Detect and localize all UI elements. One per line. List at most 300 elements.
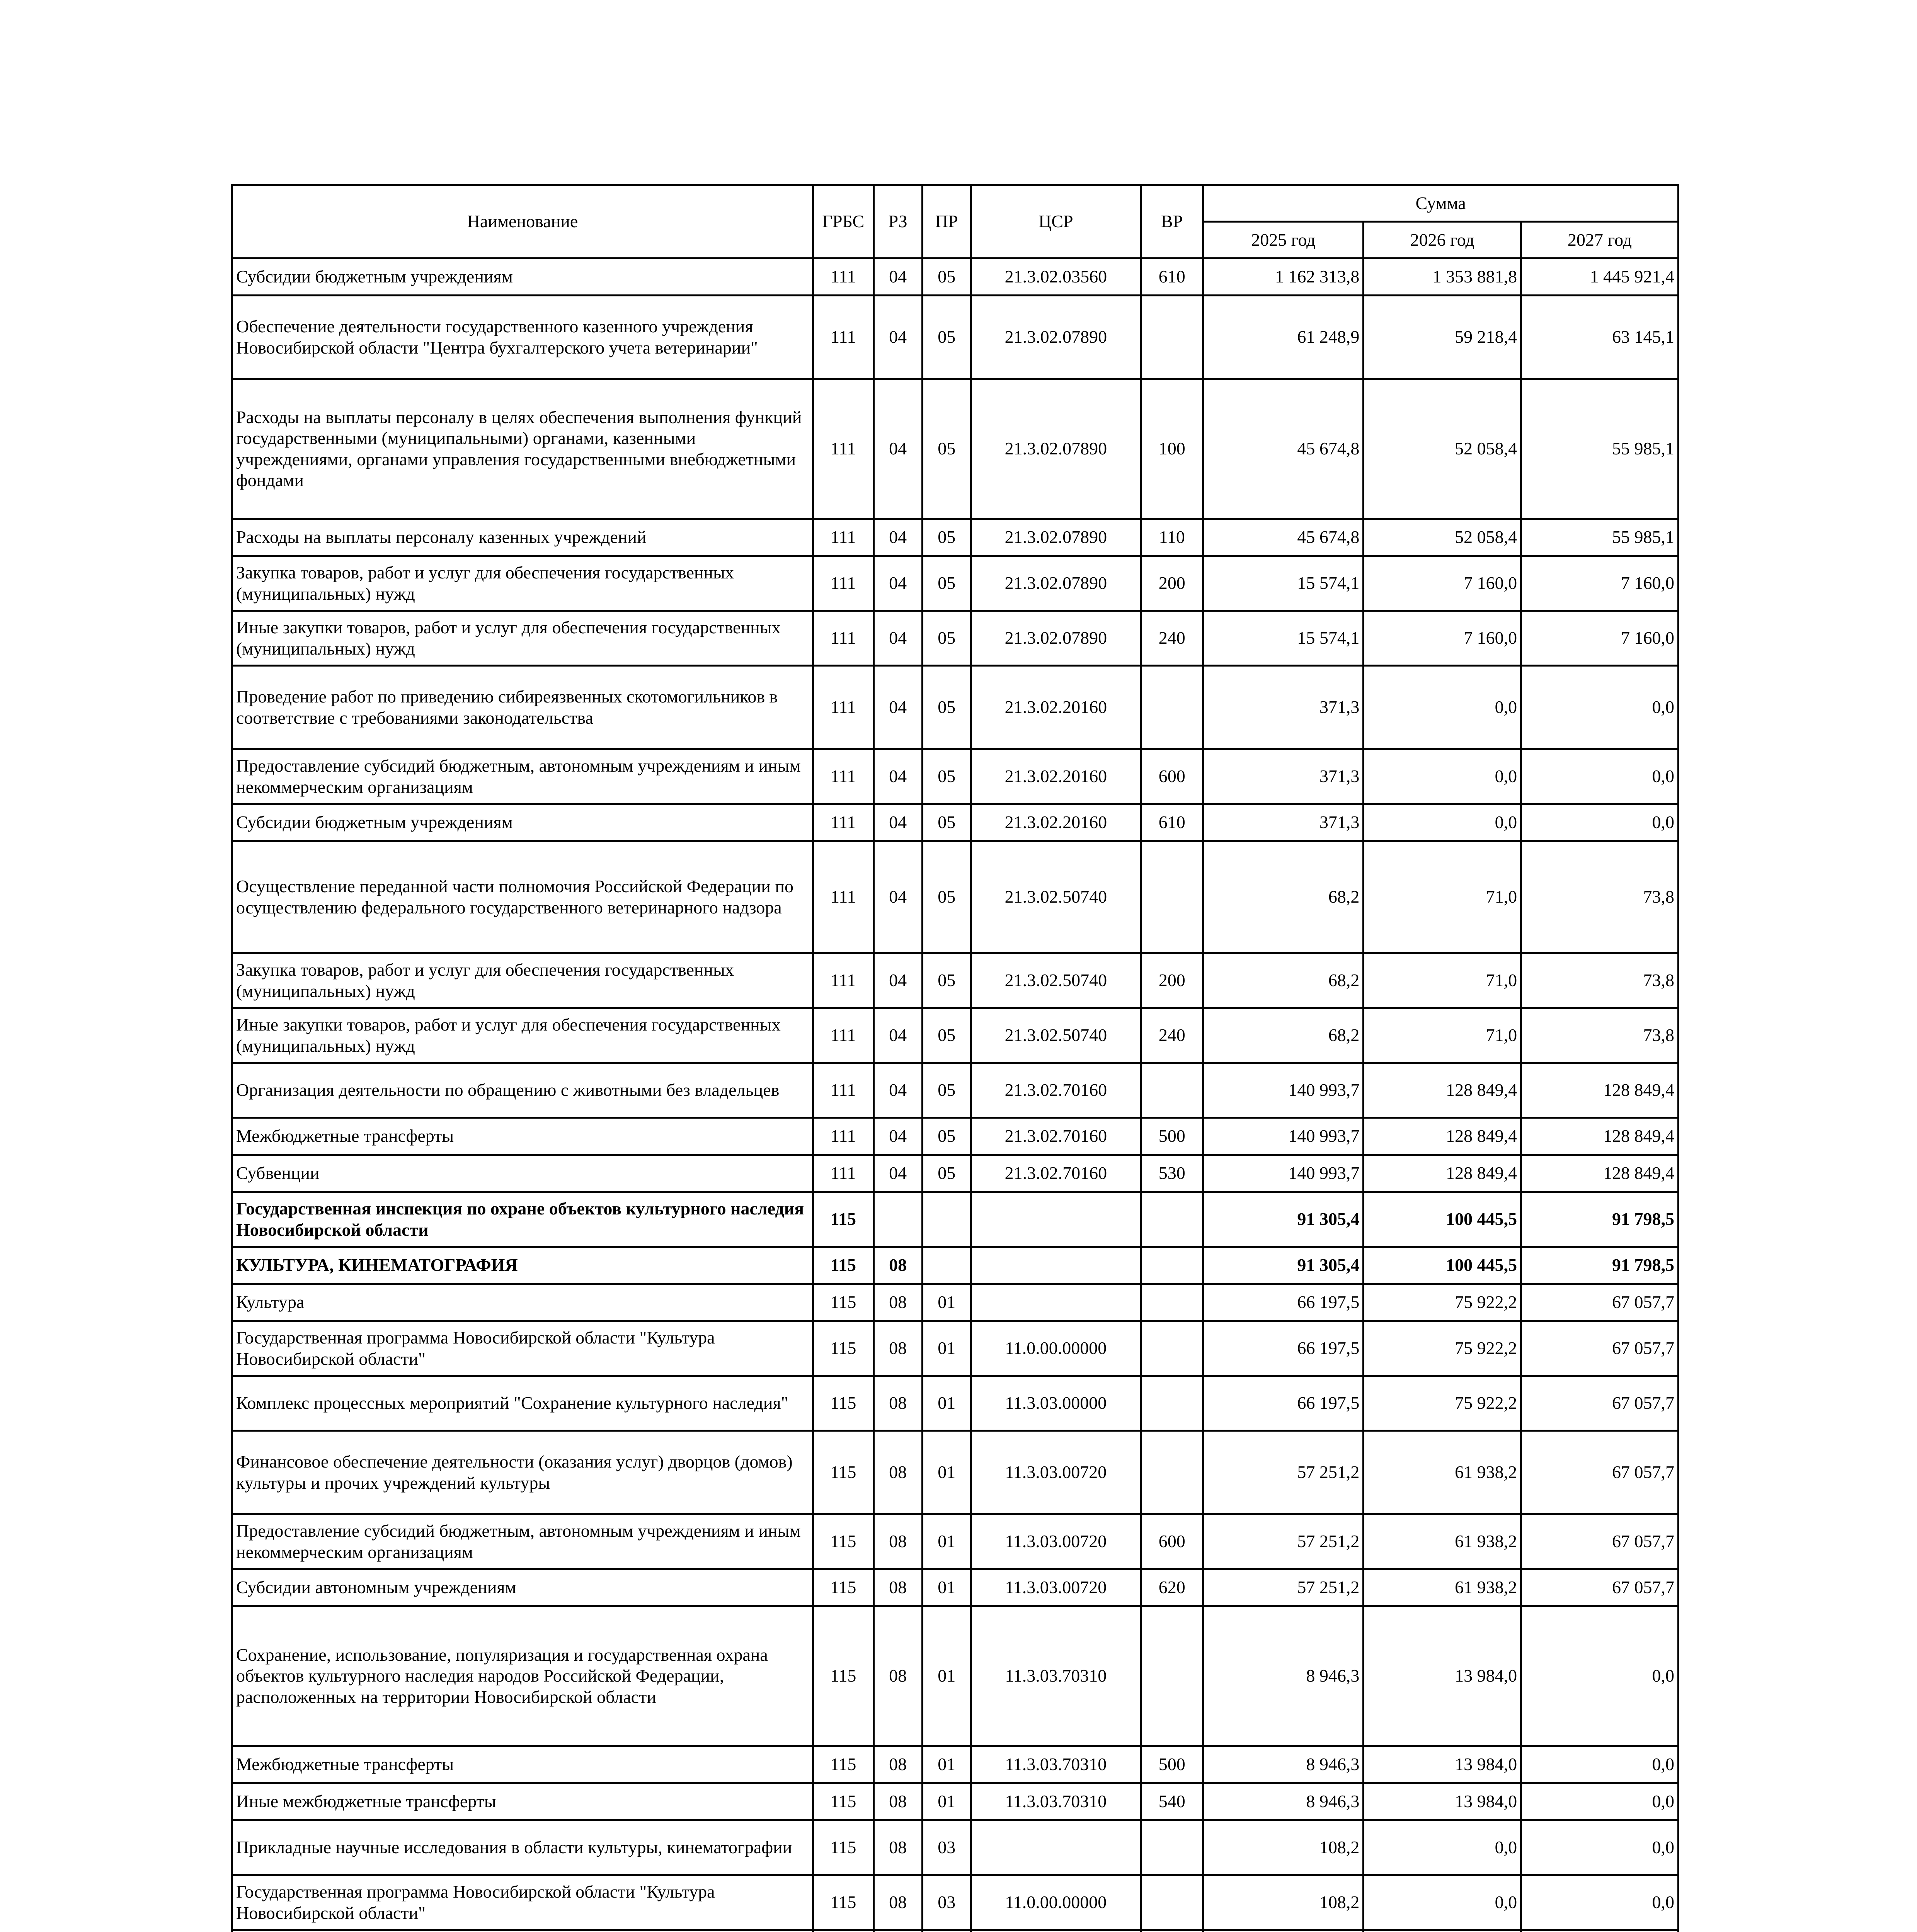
cell-name: Организация деятельности по обращению с животными без владельцев: [232, 1063, 813, 1118]
cell-grbs: 111: [813, 611, 873, 666]
cell-name: Закупка товаров, работ и услуг для обеспечения государственных (муниципальных) нужд: [232, 556, 813, 611]
header-name: Наименование: [232, 185, 813, 259]
cell-grbs: 115: [813, 1783, 873, 1820]
cell-sum-2027: 1 445 921,4: [1521, 259, 1679, 296]
cell-rz: 04: [873, 556, 922, 611]
table-row: [232, 1746, 1679, 1783]
cell-pr: 05: [922, 519, 971, 556]
cell-rz: 04: [873, 1118, 922, 1155]
cell-sum-2026: 128 849,4: [1364, 1155, 1521, 1192]
cell-grbs: 115: [813, 1321, 873, 1376]
cell-csr: 21.3.02.07890: [971, 611, 1141, 666]
cell-pr: 05: [922, 296, 971, 379]
cell-csr: 21.3.02.70160: [971, 1063, 1141, 1118]
header-sum: Сумма: [1203, 185, 1679, 222]
cell-pr: 03: [922, 1820, 971, 1875]
cell-vr: [1141, 1431, 1203, 1514]
cell-name: КУЛЬТУРА, КИНЕМАТОГРАФИЯ: [232, 1247, 813, 1284]
cell-pr: 01: [922, 1514, 971, 1569]
cell-rz: 08: [873, 1606, 922, 1746]
cell-vr: 110: [1141, 519, 1203, 556]
cell-name: Межбюджетные трансферты: [232, 1118, 813, 1155]
cell-vr: [1141, 1192, 1203, 1247]
cell-pr: 01: [922, 1606, 971, 1746]
cell-name: Межбюджетные трансферты: [232, 1746, 813, 1783]
header-year-2026: 2026 год: [1364, 222, 1521, 259]
cell-sum-2025: 371,3: [1203, 666, 1364, 749]
cell-rz: 08: [873, 1376, 922, 1431]
cell-sum-2025: 66 197,5: [1203, 1376, 1364, 1431]
cell-vr: [1141, 1063, 1203, 1118]
cell-pr: 05: [922, 259, 971, 296]
cell-rz: 04: [873, 259, 922, 296]
cell-name: Субсидии бюджетным учреждениям: [232, 259, 813, 296]
cell-csr: [971, 1820, 1141, 1875]
cell-rz: [873, 1930, 922, 1932]
cell-sum-2027: 67 057,7: [1521, 1284, 1679, 1321]
cell-pr: 01: [922, 1746, 971, 1783]
cell-vr: [1141, 1930, 1203, 1932]
cell-rz: 08: [873, 1875, 922, 1930]
cell-name: Комплекс процессных мероприятий "Сохранение культурного наследия": [232, 1376, 813, 1431]
cell-rz: 04: [873, 1155, 922, 1192]
cell-sum-2027: 55 985,1: [1521, 519, 1679, 556]
header-rz: РЗ: [873, 185, 922, 259]
cell-sum-2027: 0,0: [1521, 1820, 1679, 1875]
cell-name: Иные закупки товаров, работ и услуг для обеспечения государственных (муниципальных) нужд: [232, 611, 813, 666]
cell-sum-2026: 75 922,2: [1364, 1321, 1521, 1376]
cell-pr: 01: [922, 1376, 971, 1431]
cell-sum-2027: 91 798,5: [1521, 1192, 1679, 1247]
cell-csr: 21.3.02.70160: [971, 1155, 1141, 1192]
cell-name: Прикладные научные исследования в области культуры, кинематографии: [232, 1820, 813, 1875]
cell-name: Проведение работ по приведению сибиреязвенных скотомогильников в соответствие с требованиями законодательства: [232, 666, 813, 749]
cell-sum-2025: 61 248,9: [1203, 296, 1364, 379]
cell-sum-2027: 67 057,7: [1521, 1321, 1679, 1376]
cell-sum-2025: 68,2: [1203, 1008, 1364, 1063]
cell-sum-2027: 0,0: [1521, 1875, 1679, 1930]
cell-sum-2025: 371,3: [1203, 804, 1364, 841]
cell-vr: 240: [1141, 611, 1203, 666]
cell-csr: 21.3.02.20160: [971, 804, 1141, 841]
cell-csr: [971, 1284, 1141, 1321]
cell-sum-2026: 128 849,4: [1364, 1063, 1521, 1118]
cell-rz: 08: [873, 1284, 922, 1321]
cell-csr: 11.3.03.00720: [971, 1569, 1141, 1606]
cell-name: Государственная программа Новосибирской области "Культура Новосибирской области": [232, 1875, 813, 1930]
cell-grbs: 111: [813, 519, 873, 556]
cell-sum-2026: 0,0: [1364, 1820, 1521, 1875]
table-row: [232, 556, 1679, 611]
table-row: [232, 1514, 1679, 1569]
cell-grbs: 115: [813, 1431, 873, 1514]
cell-sum-2025: 108,2: [1203, 1820, 1364, 1875]
header-grbs: ГРБС: [813, 185, 873, 259]
cell-rz: [873, 1192, 922, 1247]
cell-sum-2027: 73,8: [1521, 1008, 1679, 1063]
table-row: [232, 1118, 1679, 1155]
cell-sum-2027: 128 849,4: [1521, 1155, 1679, 1192]
table-row: [232, 1606, 1679, 1746]
cell-sum-2026: 52 058,4: [1364, 519, 1521, 556]
cell-pr: 05: [922, 841, 971, 953]
cell-sum-2026: 0,0: [1364, 1875, 1521, 1930]
cell-grbs: 115: [813, 1820, 873, 1875]
cell-vr: [1141, 1321, 1203, 1376]
cell-sum-2026: 128 849,4: [1364, 1118, 1521, 1155]
cell-grbs: 115: [813, 1875, 873, 1930]
header-csr: ЦСР: [971, 185, 1141, 259]
cell-sum-2027: [1521, 1930, 1679, 1932]
table-row: [232, 1284, 1679, 1321]
cell-vr: 540: [1141, 1783, 1203, 1820]
cell-grbs: 111: [813, 1155, 873, 1192]
cell-rz: 08: [873, 1820, 922, 1875]
cell-rz: 04: [873, 1063, 922, 1118]
table-row: [232, 1376, 1679, 1431]
cell-sum-2026: 7 160,0: [1364, 556, 1521, 611]
cell-name: Осуществление переданной части полномочия Российской Федерации по осуществлению федерального государственного ветеринарного надзора: [232, 841, 813, 953]
cell-pr: 05: [922, 1008, 971, 1063]
cell-vr: 240: [1141, 1008, 1203, 1063]
cell-sum-2026: 71,0: [1364, 841, 1521, 953]
cell-name: Предоставление субсидий бюджетным, автономным учреждениям и иным некоммерческим организациям: [232, 1514, 813, 1569]
cell-pr: 01: [922, 1569, 971, 1606]
cell-sum-2025: 1 162 313,8: [1203, 259, 1364, 296]
cell-pr: 05: [922, 1118, 971, 1155]
cell-sum-2026: 7 160,0: [1364, 611, 1521, 666]
cell-csr: 21.3.02.07890: [971, 379, 1141, 519]
cell-sum-2025: 45 674,8: [1203, 519, 1364, 556]
cell-csr: 21.3.02.07890: [971, 519, 1141, 556]
cell-csr: 11.0.00.00000: [971, 1321, 1141, 1376]
cell-name: Государственная программа Новосибирской области "Культура Новосибирской области": [232, 1321, 813, 1376]
cell-pr: 05: [922, 749, 971, 804]
cell-sum-2027: 55 985,1: [1521, 379, 1679, 519]
cell-vr: 620: [1141, 1569, 1203, 1606]
header-year-2027: 2027 год: [1521, 222, 1679, 259]
cell-sum-2027: 67 057,7: [1521, 1569, 1679, 1606]
cell-pr: 01: [922, 1431, 971, 1514]
cell-name: Обеспечение деятельности государственного казенного учреждения Новосибирской области "Центра бухгалтерского учета ветеринарии": [232, 296, 813, 379]
cell-sum-2025: 140 993,7: [1203, 1118, 1364, 1155]
cell-rz: 04: [873, 296, 922, 379]
table-row: [232, 1155, 1679, 1192]
table-row: [232, 666, 1679, 749]
cell-name: Иные межбюджетные трансферты: [232, 1783, 813, 1820]
cell-pr: 05: [922, 556, 971, 611]
cell-sum-2025: 108,2: [1203, 1875, 1364, 1930]
header-year-2025: 2025 год: [1203, 222, 1364, 259]
cell-vr: 600: [1141, 749, 1203, 804]
cell-grbs: 115: [813, 1606, 873, 1746]
cell-grbs: 111: [813, 1008, 873, 1063]
table-body: [232, 259, 1679, 1932]
cell-sum-2025: 57 251,2: [1203, 1569, 1364, 1606]
table-row: [232, 1875, 1679, 1930]
cell-sum-2025: 66 197,5: [1203, 1321, 1364, 1376]
cell-grbs: 115: [813, 1569, 873, 1606]
cell-rz: 04: [873, 841, 922, 953]
cell-grbs: 115: [813, 1514, 873, 1569]
cell-grbs: [813, 1930, 873, 1932]
cell-sum-2027: 67 057,7: [1521, 1431, 1679, 1514]
cell-rz: 08: [873, 1569, 922, 1606]
cell-rz: 08: [873, 1431, 922, 1514]
cell-sum-2026: 0,0: [1364, 804, 1521, 841]
cell-sum-2027: 0,0: [1521, 804, 1679, 841]
cell-grbs: 115: [813, 1376, 873, 1431]
table-row: [232, 1247, 1679, 1284]
cell-sum-2026: 61 938,2: [1364, 1514, 1521, 1569]
cell-sum-2026: 59 218,4: [1364, 296, 1521, 379]
cell-vr: [1141, 1875, 1203, 1930]
table-row: [232, 1569, 1679, 1606]
cell-vr: 500: [1141, 1118, 1203, 1155]
table-row: [232, 296, 1679, 379]
cell-vr: 200: [1141, 556, 1203, 611]
cell-csr: [971, 1247, 1141, 1284]
cell-vr: [1141, 1376, 1203, 1431]
cell-rz: 04: [873, 953, 922, 1008]
cell-rz: 04: [873, 379, 922, 519]
cell-sum-2026: 75 922,2: [1364, 1284, 1521, 1321]
cell-rz: 08: [873, 1783, 922, 1820]
cell-grbs: 111: [813, 666, 873, 749]
table-row: [232, 1820, 1679, 1875]
cell-vr: 610: [1141, 259, 1203, 296]
cell-grbs: 115: [813, 1746, 873, 1783]
cell-pr: 05: [922, 666, 971, 749]
cell-pr: 01: [922, 1783, 971, 1820]
table-row: [232, 259, 1679, 296]
cell-rz: 04: [873, 666, 922, 749]
cell-name: Субвенции: [232, 1155, 813, 1192]
cell-name: Расходы на выплаты персоналу казенных учреждений: [232, 519, 813, 556]
cell-csr: 11.3.03.00720: [971, 1514, 1141, 1569]
cell-vr: 100: [1141, 379, 1203, 519]
cell-sum-2027: 0,0: [1521, 1783, 1679, 1820]
cell-csr: 11.3.03.70310: [971, 1746, 1141, 1783]
cell-pr: 05: [922, 611, 971, 666]
cell-csr: 11.3.03.70310: [971, 1783, 1141, 1820]
cell-pr: 05: [922, 953, 971, 1008]
table-row: [232, 1321, 1679, 1376]
cell-rz: 08: [873, 1514, 922, 1569]
cell-pr: [922, 1192, 971, 1247]
cell-name: Закупка товаров, работ и услуг для обеспечения государственных (муниципальных) нужд: [232, 953, 813, 1008]
cell-grbs: 111: [813, 749, 873, 804]
table-row: [232, 749, 1679, 804]
cell-sum-2025: 140 993,7: [1203, 1155, 1364, 1192]
cell-csr: 11.3.03.70310: [971, 1606, 1141, 1746]
cell-rz: 04: [873, 1008, 922, 1063]
cell-sum-2025: 66 197,5: [1203, 1284, 1364, 1321]
table-row: [232, 611, 1679, 666]
cell-grbs: 115: [813, 1247, 873, 1284]
cell-pr: [922, 1247, 971, 1284]
cell-vr: 500: [1141, 1746, 1203, 1783]
cell-csr: 11.0.00.00000: [971, 1875, 1141, 1930]
cell-sum-2027: 7 160,0: [1521, 611, 1679, 666]
cell-sum-2026: 71,0: [1364, 1008, 1521, 1063]
cell-csr: 21.3.02.07890: [971, 296, 1141, 379]
cell-rz: 04: [873, 611, 922, 666]
cell-name: Финансовое обеспечение деятельности (оказания услуг) дворцов (домов) культуры и прочих учреждений культуры: [232, 1431, 813, 1514]
cell-sum-2026: 100 445,5: [1364, 1192, 1521, 1247]
cell-sum-2027: 67 057,7: [1521, 1514, 1679, 1569]
cell-vr: 610: [1141, 804, 1203, 841]
cell-sum-2026: [1364, 1930, 1521, 1932]
cell-grbs: 111: [813, 1118, 873, 1155]
cell-csr: 21.3.02.03560: [971, 259, 1141, 296]
cell-sum-2025: 57 251,2: [1203, 1514, 1364, 1569]
cell-csr: 11.3.03.00000: [971, 1376, 1141, 1431]
table-row: [232, 379, 1679, 519]
cell-pr: 05: [922, 804, 971, 841]
cell-sum-2025: [1203, 1930, 1364, 1932]
cell-rz: 04: [873, 519, 922, 556]
cell-rz: 08: [873, 1321, 922, 1376]
table-row: [232, 1192, 1679, 1247]
cell-sum-2025: 140 993,7: [1203, 1063, 1364, 1118]
cell-csr: 21.3.02.50740: [971, 841, 1141, 953]
cell-name: Субсидии автономным учреждениям: [232, 1569, 813, 1606]
cell-pr: 05: [922, 379, 971, 519]
cell-csr: 21.3.02.70160: [971, 1118, 1141, 1155]
cell-vr: [1141, 1606, 1203, 1746]
cell-sum-2027: 91 798,5: [1521, 1247, 1679, 1284]
cell-pr: 01: [922, 1321, 971, 1376]
cell-sum-2026: 100 445,5: [1364, 1247, 1521, 1284]
cell-rz: 08: [873, 1746, 922, 1783]
cell-sum-2027: 73,8: [1521, 953, 1679, 1008]
table-row: [232, 1063, 1679, 1118]
cell-sum-2027: 0,0: [1521, 749, 1679, 804]
cell-pr: 05: [922, 1063, 971, 1118]
cell-sum-2026: 13 984,0: [1364, 1783, 1521, 1820]
cell-sum-2026: 13 984,0: [1364, 1606, 1521, 1746]
cell-sum-2025: 91 305,4: [1203, 1247, 1364, 1284]
cell-csr: 21.3.02.07890: [971, 556, 1141, 611]
table-row: [232, 804, 1679, 841]
cell-csr: 21.3.02.20160: [971, 666, 1141, 749]
cell-sum-2026: 71,0: [1364, 953, 1521, 1008]
cell-sum-2027: 0,0: [1521, 1746, 1679, 1783]
cell-sum-2025: 45 674,8: [1203, 379, 1364, 519]
cell-vr: [1141, 1284, 1203, 1321]
cell-pr: 01: [922, 1284, 971, 1321]
cell-name: Государственная инспекция по охране объектов культурного наследия Новосибирской области: [232, 1192, 813, 1247]
cell-grbs: 111: [813, 296, 873, 379]
budget-table: [231, 184, 1679, 1932]
cell-grbs: 115: [813, 1284, 873, 1321]
cell-grbs: 111: [813, 841, 873, 953]
cell-csr: 21.3.02.50740: [971, 953, 1141, 1008]
cell-sum-2027: 0,0: [1521, 1606, 1679, 1746]
cell-sum-2025: 15 574,1: [1203, 611, 1364, 666]
cell-sum-2026: 61 938,2: [1364, 1569, 1521, 1606]
cell-vr: 200: [1141, 953, 1203, 1008]
header-pr: ПР: [922, 185, 971, 259]
cell-sum-2026: 0,0: [1364, 749, 1521, 804]
cell-csr: [971, 1192, 1141, 1247]
cell-pr: 03: [922, 1875, 971, 1930]
cell-name: Сохранение, использование, популяризация и государственная охрана объектов культурного наследия народов Российской Федерации, расположенных на территории Новосибирской области: [232, 1606, 813, 1746]
cell-sum-2026: 0,0: [1364, 666, 1521, 749]
cell-csr: [971, 1930, 1141, 1932]
table-row: [232, 519, 1679, 556]
cell-grbs: 111: [813, 259, 873, 296]
cell-pr: [922, 1930, 971, 1932]
cell-vr: 600: [1141, 1514, 1203, 1569]
cell-rz: 04: [873, 804, 922, 841]
cell-csr: 21.3.02.20160: [971, 749, 1141, 804]
cell-name: Предоставление субсидий бюджетным, автономным учреждениям и иным некоммерческим организациям: [232, 749, 813, 804]
cell-grbs: 111: [813, 804, 873, 841]
cell-sum-2026: 52 058,4: [1364, 379, 1521, 519]
table-row: [232, 1930, 1679, 1932]
cell-vr: [1141, 1820, 1203, 1875]
cell-sum-2025: 8 946,3: [1203, 1783, 1364, 1820]
cell-sum-2025: 68,2: [1203, 953, 1364, 1008]
cell-sum-2026: 61 938,2: [1364, 1431, 1521, 1514]
cell-sum-2027: 0,0: [1521, 666, 1679, 749]
cell-grbs: 111: [813, 1063, 873, 1118]
cell-sum-2027: 63 145,1: [1521, 296, 1679, 379]
cell-name: Культура: [232, 1284, 813, 1321]
cell-sum-2025: 57 251,2: [1203, 1431, 1364, 1514]
cell-sum-2025: 68,2: [1203, 841, 1364, 953]
cell-sum-2026: 1 353 881,8: [1364, 259, 1521, 296]
cell-vr: [1141, 1247, 1203, 1284]
cell-sum-2025: 15 574,1: [1203, 556, 1364, 611]
table-row: [232, 841, 1679, 953]
cell-name: Иные закупки товаров, работ и услуг для обеспечения государственных (муниципальных) нужд: [232, 1008, 813, 1063]
cell-csr: 21.3.02.50740: [971, 1008, 1141, 1063]
cell-sum-2025: 8 946,3: [1203, 1606, 1364, 1746]
cell-sum-2026: 75 922,2: [1364, 1376, 1521, 1431]
cell-sum-2027: 73,8: [1521, 841, 1679, 953]
cell-sum-2026: 13 984,0: [1364, 1746, 1521, 1783]
cell-sum-2025: 371,3: [1203, 749, 1364, 804]
cell-vr: 530: [1141, 1155, 1203, 1192]
cell-vr: [1141, 841, 1203, 953]
cell-vr: [1141, 666, 1203, 749]
cell-grbs: 111: [813, 953, 873, 1008]
cell-name: Расходы на выплаты персоналу в целях обеспечения выполнения функций государственными (муниципальными) органами, казенными учреждениями, органами управления государственными внебюджетными фондами: [232, 379, 813, 519]
cell-grbs: 111: [813, 379, 873, 519]
cell-grbs: 115: [813, 1192, 873, 1247]
cell-name: Субсидии бюджетным учреждениям: [232, 804, 813, 841]
table-row: [232, 1431, 1679, 1514]
cell-rz: 08: [873, 1247, 922, 1284]
cell-grbs: 111: [813, 556, 873, 611]
cell-rz: 04: [873, 749, 922, 804]
table-header: [232, 185, 1679, 259]
cell-csr: 11.3.03.00720: [971, 1431, 1141, 1514]
cell-sum-2027: 128 849,4: [1521, 1118, 1679, 1155]
cell-vr: [1141, 296, 1203, 379]
cell-sum-2025: 91 305,4: [1203, 1192, 1364, 1247]
table-row: [232, 1783, 1679, 1820]
table-row: [232, 1008, 1679, 1063]
cell-sum-2027: 67 057,7: [1521, 1376, 1679, 1431]
table-row: [232, 953, 1679, 1008]
cell-sum-2027: 128 849,4: [1521, 1063, 1679, 1118]
cell-sum-2027: 7 160,0: [1521, 556, 1679, 611]
cell-sum-2025: 8 946,3: [1203, 1746, 1364, 1783]
